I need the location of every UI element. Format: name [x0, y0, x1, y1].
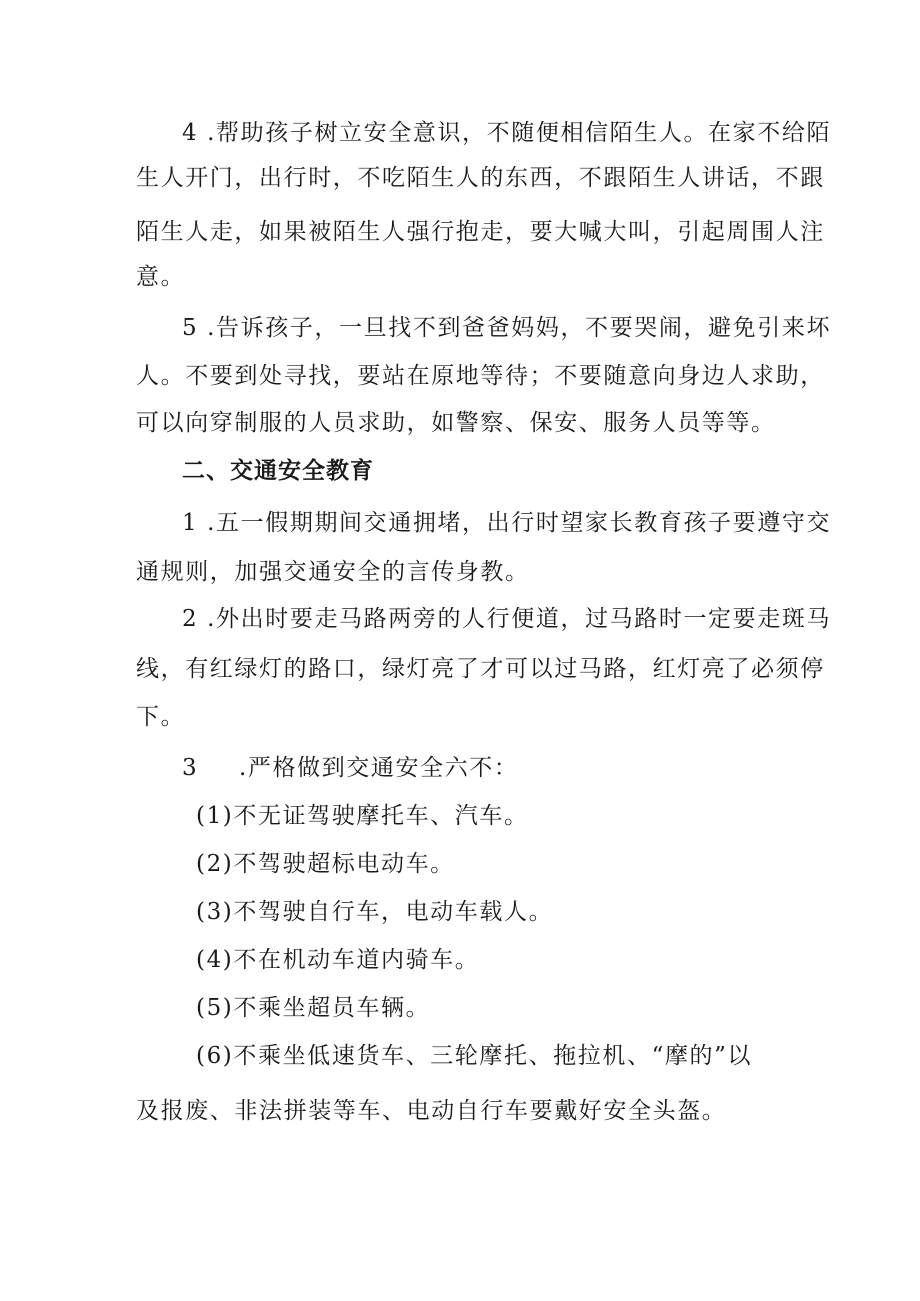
six-nots-item-6-line-2: 及报废、非法拼装等车、电动自行车要戴好安全头盔。 — [136, 1098, 727, 1124]
traffic-3-number: 3 — [182, 755, 199, 781]
six-nots-item-3: (3)不驾驶自行车，电动车载人。 — [196, 899, 554, 925]
item-4-line-3: 陌生人走，如果被陌生人强行抱走，要大喊大叫，引起周围人注 — [136, 219, 825, 245]
six-nots-item-4: (4)不在机动车道内骑车。 — [196, 947, 480, 973]
item-5-line-2: 人。不要到处寻找，要站在原地等待；不要随意向身边人求助， — [136, 363, 825, 389]
traffic-2-line-3: 下。 — [136, 704, 186, 730]
six-nots-item-2: (2)不驾驶超标电动车。 — [196, 851, 455, 877]
six-nots-item-1: (1)不无证驾驶摩托车、汽车。 — [196, 803, 529, 829]
item-5-line-3: 可以向穿制服的人员求助，如警察、保安、服务人员等等。 — [136, 410, 776, 436]
six-nots-item-6-line-1: (6)不乘坐低速货车、三轮摩托、拖拉机、“摩的”以 — [196, 1043, 753, 1069]
item-4-line-4: 意。 — [136, 264, 186, 290]
section-heading: 二、交通安全教育 — [182, 458, 374, 484]
six-nots-item-5: (5)不乘坐超员车辆。 — [196, 995, 431, 1021]
traffic-2-line-1: 2 .外出时要走马路两旁的人行便道，过马路时一定要走斑马 — [182, 606, 832, 632]
item-4-line-2: 生人开门，出行时，不吃陌生人的东西，不跟陌生人讲话，不跟 — [136, 165, 825, 191]
traffic-3-text: .严格做到交通安全六不： — [239, 755, 519, 781]
traffic-2-line-2: 线，有红绿灯的路口，绿灯亮了才可以过马路，红灯亮了必须停 — [136, 656, 825, 682]
item-4-line-1: 4 .帮助孩子树立安全意识，不随便相信陌生人。在家不给陌 — [182, 120, 832, 146]
traffic-1-line-2: 通规则，加强交通安全的言传身教。 — [136, 559, 530, 585]
item-5-line-1: 5 .告诉孩子，一旦找不到爸爸妈妈，不要哭闹，避免引来坏 — [182, 315, 832, 341]
traffic-1-line-1: 1 .五一假期期间交通拥堵，出行时望家长教育孩子要遵守交 — [182, 510, 832, 536]
